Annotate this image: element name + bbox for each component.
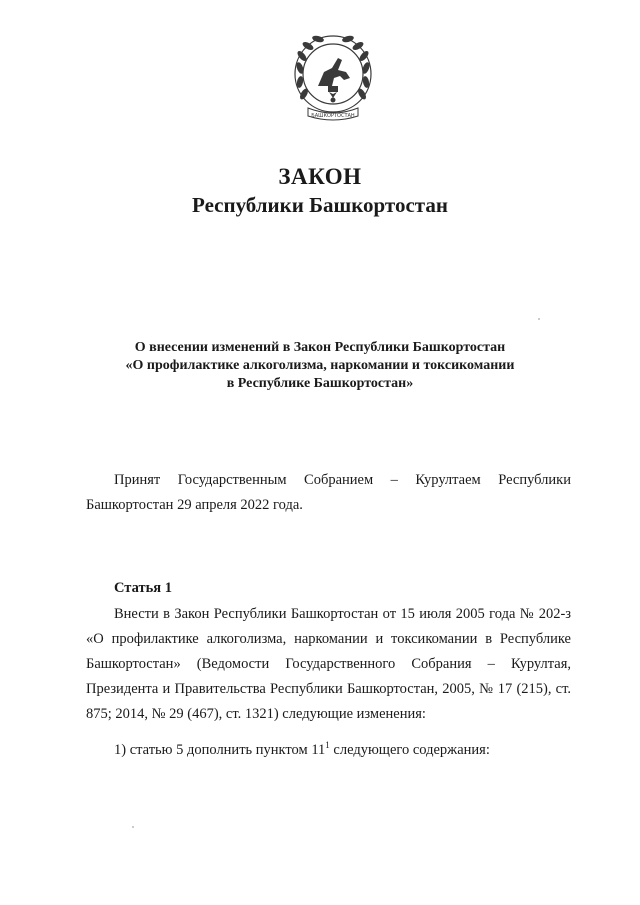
item-text-end: следующего содержания:	[329, 742, 490, 758]
document-heading	[60, 339, 580, 393]
heading-line-3: в Республике Башкортостан»	[226, 376, 414, 391]
item-text-start: 1) статью 5 дополнить пунктом 11	[114, 742, 326, 758]
law-subtitle: Республики Башкортостан	[192, 193, 448, 217]
heading-line-2: «О профилактике алкоголизма, наркомании и токсикомании	[125, 358, 515, 373]
coat-of-arms-icon	[288, 28, 378, 124]
emblem-ribbon-text: БАШКОРТОСТАН	[311, 113, 355, 119]
list-item	[114, 738, 490, 763]
adoption-statement: Принят Государственным Собранием – Курултаем Республики Башкортостан 29 апреля 2022 года.	[86, 472, 571, 513]
item-superscript: 1	[325, 740, 330, 751]
scan-speck	[132, 826, 134, 828]
heading-line-1: О внесении изменений в Закон Республики Башкортостан	[134, 340, 506, 355]
law-title: ЗАКОН	[278, 164, 362, 189]
article-body: Внести в Закон Республики Башкортостан от 15 июля 2005 года № 202-з «О профилактике алкоголизма, наркомании и токсикомании в Республике Башкортостан» (Ведомости Государственного Собрания – Курултая, Президента и Правительства Республики Башкортостан, 2005, № 17 (215), ст. 875; 2014, № 29 (467), ст. 1321) следующие изменения:	[86, 606, 571, 722]
article-title: Статья 1	[114, 580, 172, 596]
scan-speck	[538, 318, 540, 320]
